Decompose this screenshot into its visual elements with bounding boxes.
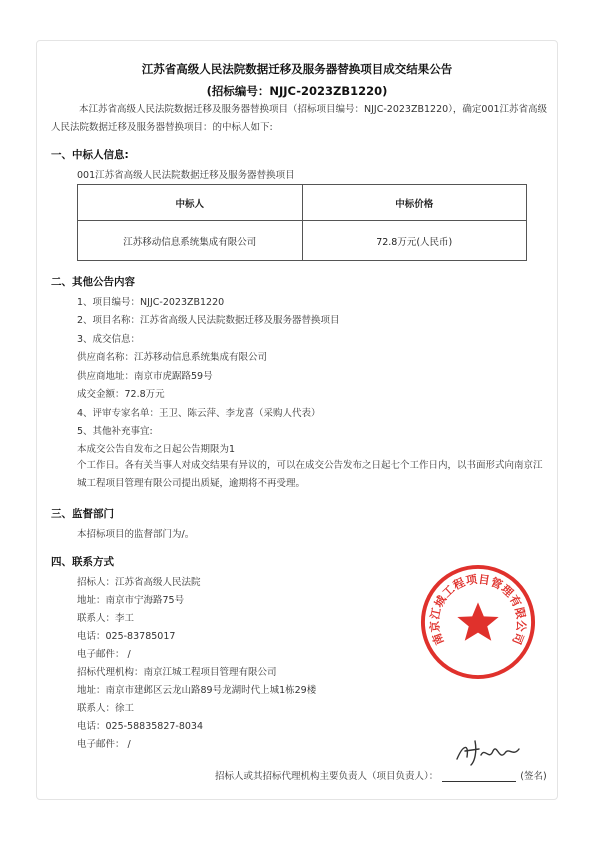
tenderer-contact: 联系人：李工 — [77, 613, 135, 624]
seal-star-icon — [457, 602, 498, 640]
other-matters: 5、其他补充事宜: — [77, 426, 153, 437]
winner-table — [77, 184, 527, 261]
other-item-1: 1、项目编号：NJJC-2023ZB1220 — [77, 297, 225, 308]
tenderer-phone: 电话：025-83785017 — [77, 631, 176, 642]
company-seal-stamp — [419, 563, 537, 681]
expert-list: 4、评审专家名单：王卫、陈云萍、李龙喜（采购人代表） — [77, 408, 321, 419]
handwritten-signature — [453, 735, 523, 769]
signature-blank — [442, 770, 516, 782]
tenderer-name: 招标人：江苏省高级人民法院 — [77, 577, 201, 588]
page-title: 江苏省高级人民法院数据迁移及服务器替换项目成交结果公告 — [141, 62, 453, 76]
tender-number-title: (招标编号：NJJC-2023ZB1220) — [206, 84, 388, 98]
seal-text: 南京江城工程项目管理有限公司 — [427, 571, 529, 647]
supplier-address: 供应商地址：南京市虎踞路59号 — [77, 371, 213, 382]
table-row — [78, 221, 527, 261]
agency-contact: 联系人：徐工 — [77, 703, 135, 714]
signature-suffix: (签名) — [520, 771, 547, 782]
col-winner-header: 中标人 — [78, 185, 303, 221]
announcement-sheet — [36, 40, 558, 800]
other-item-3: 3、成交信息： — [77, 334, 141, 345]
signature-label: 招标人或其招标代理机构主要负责人（项目负责人）： — [215, 771, 439, 782]
agency-phone: 电话：025-58835827-8034 — [77, 721, 204, 732]
deal-amount: 成交金额：72.8万元 — [77, 389, 165, 400]
agency-address: 地址：南京市建邺区云龙山路89号龙湖时代上城1栋29楼 — [77, 685, 317, 696]
other-item-2: 2、项目名称：江苏省高级人民法院数据迁移及服务器替换项目 — [77, 315, 340, 326]
winner-price-cell: 72.8万元(人民币) — [302, 221, 527, 261]
package-name: 001江苏省高级人民法院数据迁移及服务器替换项目 — [77, 170, 295, 181]
table-header-row — [78, 185, 527, 221]
section-supervision-heading: 三、监督部门 — [51, 508, 114, 520]
section-contact-heading: 四、联系方式 — [51, 556, 114, 568]
notice-period: 本成交公告自发布之日起公告期限为1 — [77, 444, 236, 455]
agency-name: 招标代理机构：南京江城工程项目管理有限公司 — [77, 667, 277, 678]
supervision-text: 本招标项目的监督部门为/。 — [77, 529, 195, 540]
col-price-header: 中标价格 — [302, 185, 527, 221]
section-other-heading: 二、其他公告内容 — [51, 276, 135, 288]
intro-paragraph: 本江苏省高级人民法院数据迁移及服务器替换项目（招标项目编号：NJJC-2023ZB1220），确定001江苏省高级人民法院数据迁移及服务器替换项目：的中标人如下: — [51, 104, 548, 133]
signature-row — [215, 768, 547, 782]
tenderer-address: 地址：南京市宁海路75号 — [77, 595, 185, 606]
agency-email: 电子邮件： / — [77, 739, 131, 750]
objection-notice: 个工作日。各有关当事人对成交结果有异议的，可以在成交公告发布之日起七个工作日内，以书面形式向南京江城工程项目管理有限公司提出质疑，逾期将不再受理。 — [77, 460, 543, 489]
section-winner-heading: 一、中标人信息: — [51, 149, 129, 161]
winner-name-cell: 江苏移动信息系统集成有限公司 — [78, 221, 303, 261]
tenderer-email: 电子邮件： / — [77, 649, 131, 660]
supplier-name: 供应商名称：江苏移动信息系统集成有限公司 — [77, 352, 268, 363]
